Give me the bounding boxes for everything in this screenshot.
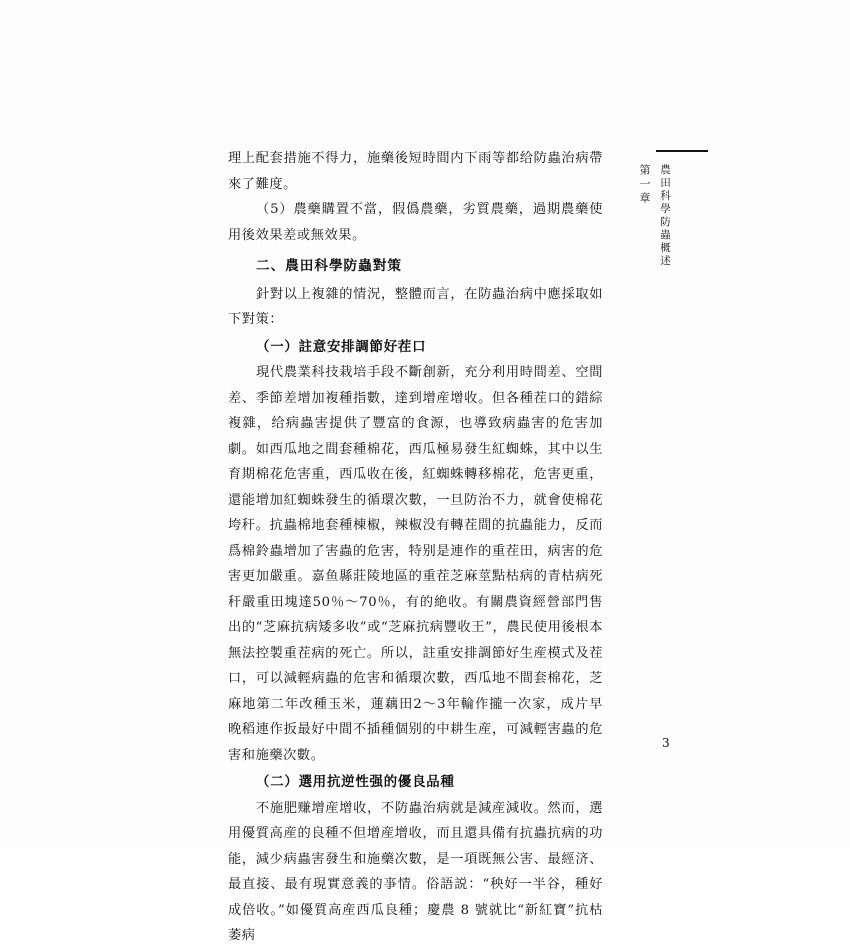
body-text-column	[228, 146, 603, 949]
running-head	[636, 150, 671, 350]
section-heading: 二、農田科學防蟲對策	[256, 258, 402, 274]
subsection-heading: （二）選用抗逆性强的優良品種	[256, 774, 455, 790]
running-head-chapter-label: 第一章	[638, 164, 651, 206]
paragraph: 現代農業科技栽培手段不斷創新，充分利用時間差、空間差、季節差增加複種指數，達到增産增收。但各種茬口的錯綜複雜，给病蟲害提供了豐富的食源，也導致病蟲害的危害加劇。如西瓜地之間套種棉花，西瓜極易發生紅蜘蛛，其中以生育期棉花危害重，西瓜收在後，紅蜘蛛轉移棉花，危害更重，還能增加紅蜘蛛發生的循環次數，一旦防治不力，就會使棉花垮秆。抗蟲棉地套種棟椒，辣椒没有轉茬間的抗蟲能力，反而爲棉鈴蟲增加了害蟲的危害，特别是連作的重茬田，病害的危害更加嚴重。嘉鱼縣莊陵地區的重茬芝麻莖點枯病的青枯病死秆嚴重田塊達50％～70％，有的絶收。有關農資經營部門售出的“芝麻抗病矮多收”或“芝麻抗病豐收王”，農民使用後根本無法控製重茬病的死亡。所以，註重安排調節好生産模式及茬口，可以減輕病蟲的危害和循環次數，西瓜地不間套棉花，芝麻地第二年改種玉米，蓮藕田2～3年輪作攏一次家，成片早晚稻連作扳最好中間不插種個别的中耕生産，可減輕害蟲的危害和施藥次數。	[228, 365, 603, 763]
paragraph: 不施肥赚增産增收，不防蟲治病就是減産減收。然而，選用優質高産的良種不但增産增收，而且還具備有抗蟲抗病的功能，減少病蟲害發生和施藥次數，是一項既無公害、最經济、最直接、最有現實意義的亊情。俗語説：“秧好一半谷，種好成倍收。”如優質高産西瓜良種；慶農 8 號就比“新紅寶”抗枯萎病	[228, 800, 603, 943]
paragraph: 針對以上複雜的情況，整體而言，在防蟲治病中應採取如下對策：	[228, 286, 603, 327]
running-head-chapter-title: 農田科學防蟲概述	[659, 164, 671, 268]
running-head-rule	[656, 150, 708, 152]
subsection-heading: （一）註意安排調節好茬口	[256, 338, 427, 355]
paragraph: （5）農藥購置不當，假僞農藥，劣質農藥，過期農藥使用後效果差或無效果。	[228, 202, 603, 243]
page-number: 3	[662, 736, 670, 750]
paragraph: 理上配套措施不得力，施藥後短時間内下雨等都给防蟲治病帶來了難度。	[228, 151, 603, 192]
